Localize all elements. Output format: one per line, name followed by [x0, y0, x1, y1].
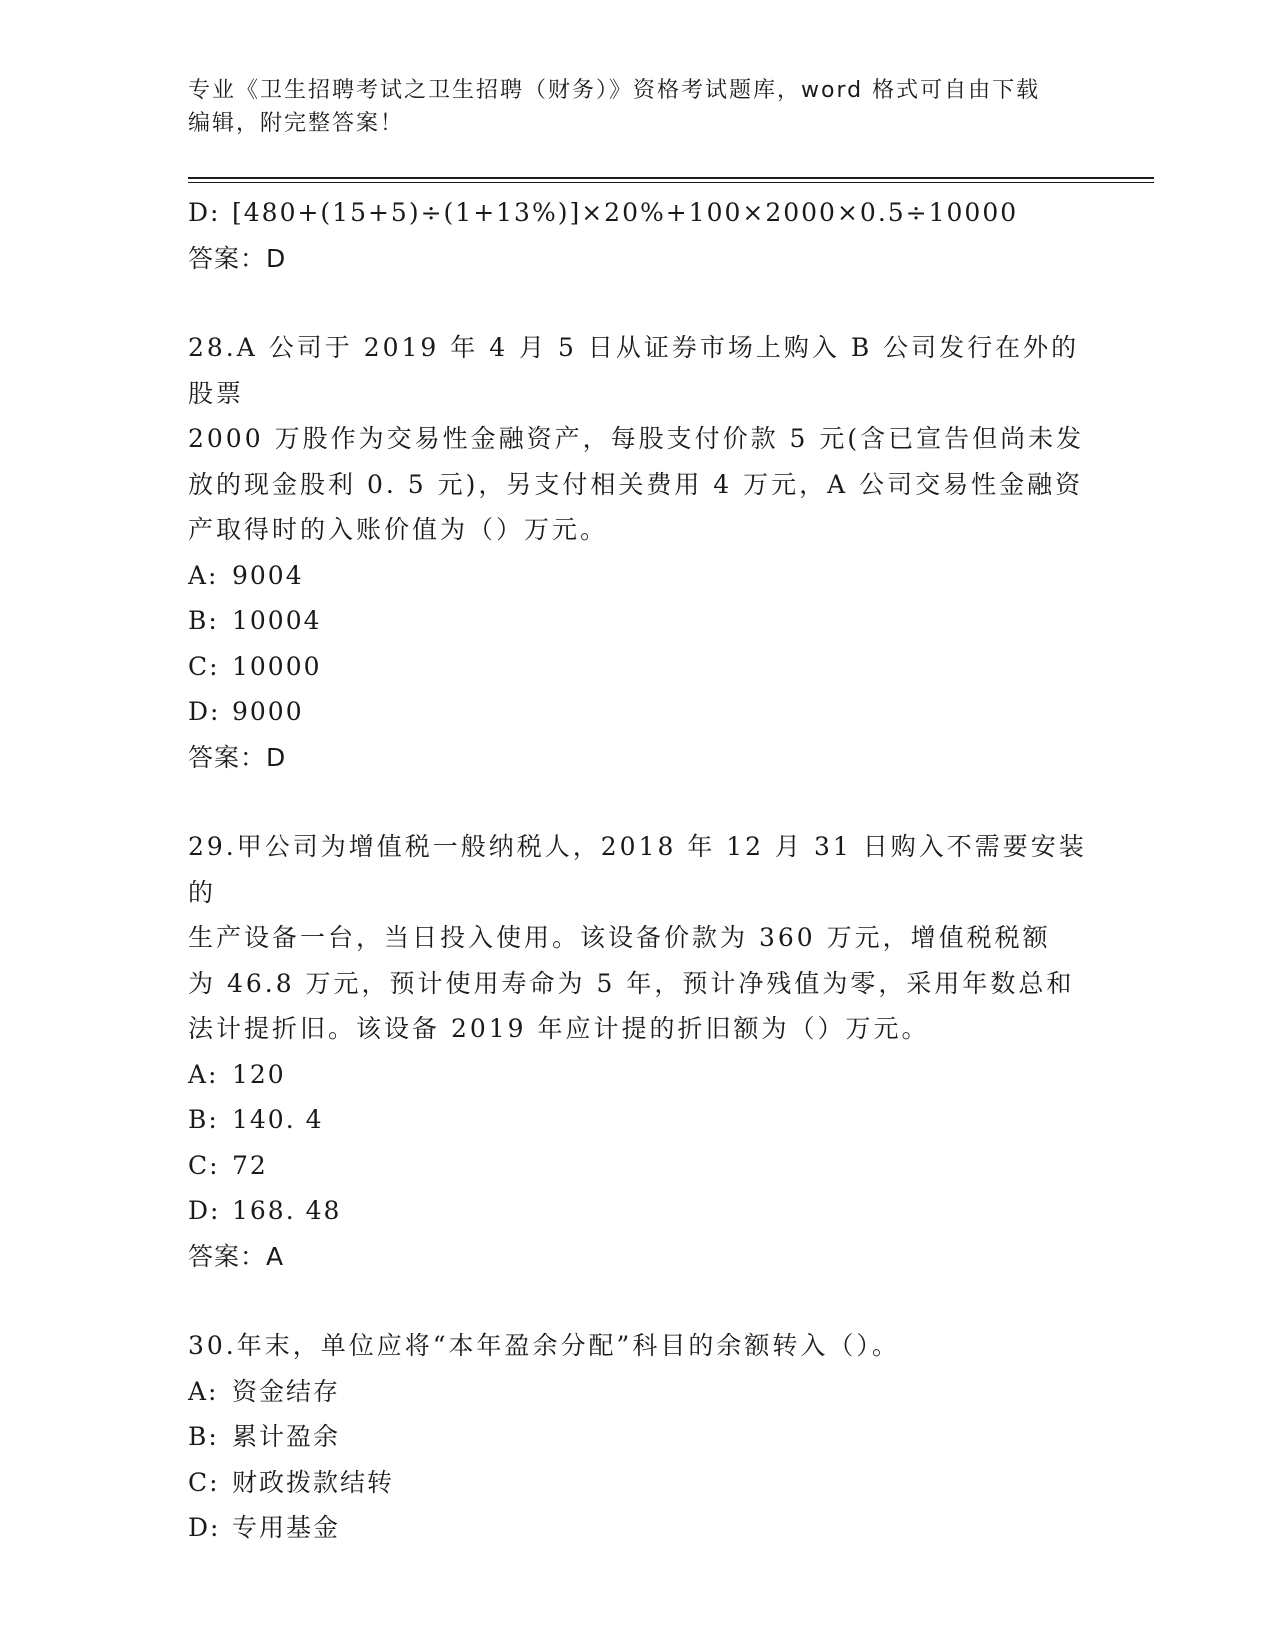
option-label: D:: [188, 1196, 221, 1225]
option-text: 168. 48: [232, 1196, 342, 1225]
option-text: 资金结存: [232, 1376, 341, 1406]
option-label: D:: [188, 1513, 221, 1542]
option-label: B:: [188, 1422, 219, 1451]
question-line: 产取得时的入账价值为（）万元。: [188, 515, 609, 544]
header-divider-thin: [188, 182, 1154, 183]
option-text: 72: [232, 1150, 268, 1180]
option-b: [188, 1097, 1088, 1143]
option-text: 累计盈余: [232, 1422, 341, 1451]
option-b: [188, 1414, 1088, 1460]
option-label: A:: [188, 1376, 219, 1406]
question-line: 放的现金股利 0. 5 元)，另支付相关费用 4 万元，A 公司交易性金融资: [188, 469, 1084, 499]
option-c: [188, 1143, 1088, 1189]
question-text: [188, 824, 1088, 1052]
answer: 答案：D: [188, 742, 287, 772]
option-text: 10000: [232, 651, 322, 681]
answer: 答案：A: [188, 1241, 285, 1271]
header-line-2: 编辑，附完整答案！: [188, 111, 405, 136]
question-line: 28.A 公司于 2019 年 4 月 5 日从证券市场上购入 B 公司发行在外的股票: [188, 333, 1080, 408]
option-label: A:: [188, 560, 219, 590]
option-label: B:: [188, 606, 219, 635]
question-line: 为 46.8 万元，预计使用寿命为 5 年，预计净残值为零，采用年数总和: [188, 968, 1075, 998]
option-text: 10004: [232, 606, 322, 635]
option-label: C:: [188, 1150, 220, 1180]
option-text: 140. 4: [232, 1105, 324, 1134]
question-line: 生产设备一台，当日投入使用。该设备价款为 360 万元，增值税税额: [188, 923, 1051, 952]
question-text: [188, 1323, 1088, 1369]
question-text: [188, 325, 1088, 553]
option-d: [188, 689, 1088, 735]
question-29: [188, 824, 1088, 1279]
prev-option-d: [188, 190, 1088, 236]
option-text: 财政拨款结转: [232, 1467, 395, 1497]
option-label: B:: [188, 1105, 219, 1134]
option-b: [188, 598, 1088, 644]
header-divider-thick: [188, 177, 1154, 179]
question-line: 29.甲公司为增值税一般纳税人，2018 年 12 月 31 日购入不需要安装的: [188, 832, 1087, 907]
page-header: [188, 74, 1088, 140]
option-c: [188, 644, 1088, 690]
option-a: [188, 1052, 1088, 1098]
question-line: 法计提折旧。该设备 2019 年应计提的折旧额为（）万元。: [188, 1014, 930, 1043]
document-body: [188, 190, 1088, 1551]
option-label: D:: [188, 198, 221, 227]
option-label: C:: [188, 1467, 220, 1497]
question-28: [188, 325, 1088, 780]
option-text: [480+(15+5)÷(1+13%)]×20%+100×2000×0.5÷10000: [232, 198, 1019, 227]
option-label: C:: [188, 651, 220, 681]
option-c: [188, 1460, 1088, 1506]
option-a: [188, 1369, 1088, 1415]
option-label: D:: [188, 697, 221, 726]
question-line: 2000 万股作为交易性金融资产，每股支付价款 5 元(含已宣告但尚未发: [188, 424, 1085, 453]
option-a: [188, 553, 1088, 599]
option-d: [188, 1188, 1088, 1234]
option-text: 专用基金: [232, 1513, 341, 1542]
prev-answer: 答案：D: [188, 243, 287, 273]
option-label: A:: [188, 1059, 219, 1089]
option-d: [188, 1505, 1088, 1551]
question-line: 30.年末，单位应将“本年盈余分配”科目的余额转入（）。: [188, 1331, 900, 1360]
header-line-1: 专业《卫生招聘考试之卫生招聘（财务）》资格考试题库，word 格式可自由下载: [188, 78, 1041, 103]
option-text: 120: [232, 1059, 286, 1089]
option-text: 9004: [232, 560, 304, 590]
question-30: [188, 1323, 1088, 1551]
option-text: 9000: [232, 697, 304, 726]
